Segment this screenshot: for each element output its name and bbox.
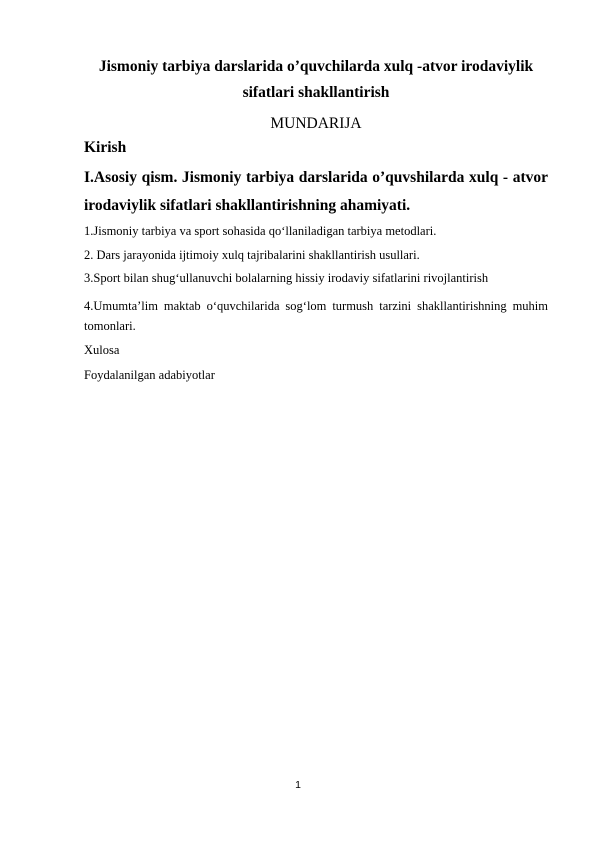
contents-subentry-2: 2. Dars jarayonida ijtimoiy xulq tajribalarini shakllantirish usullari. xyxy=(84,248,420,262)
contents-heading: MUNDARIJA xyxy=(270,115,362,132)
contents-entry-conclusion: Xulosa xyxy=(84,343,120,357)
page-number: 1 xyxy=(295,779,301,791)
contents-entry-intro: Kirish xyxy=(84,139,127,156)
contents-subentry-4: 4.Umumta’lim maktab o‘quvchilarida sog‘lom turmush tarzini shakllantirishning muhim tomonlari. xyxy=(84,299,548,333)
contents-subentry-1: 1.Jismoniy tarbiya va sport sohasida qo‘llaniladigan tarbiya metodlari. xyxy=(84,224,437,238)
document-title: Jismoniy tarbiya darslarida o’quvchilarda xulq -atvor irodaviylik sifatlari shakllantirish xyxy=(98,58,534,101)
contents-subentry-3: 3.Sport bilan shug‘ullanuvchi bolalarning hissiy irodaviy sifatlarini rivojlantirish xyxy=(84,271,489,285)
contents-entry-main-part: I.Asosiy qism. Jismoniy tarbiya darslarida o’quvshilarda xulq - atvor irodaviylik sifatlari shakllantirishning ahamiyati. xyxy=(84,169,548,214)
contents-entry-references: Foydalanilgan adabiyotlar xyxy=(84,368,215,382)
